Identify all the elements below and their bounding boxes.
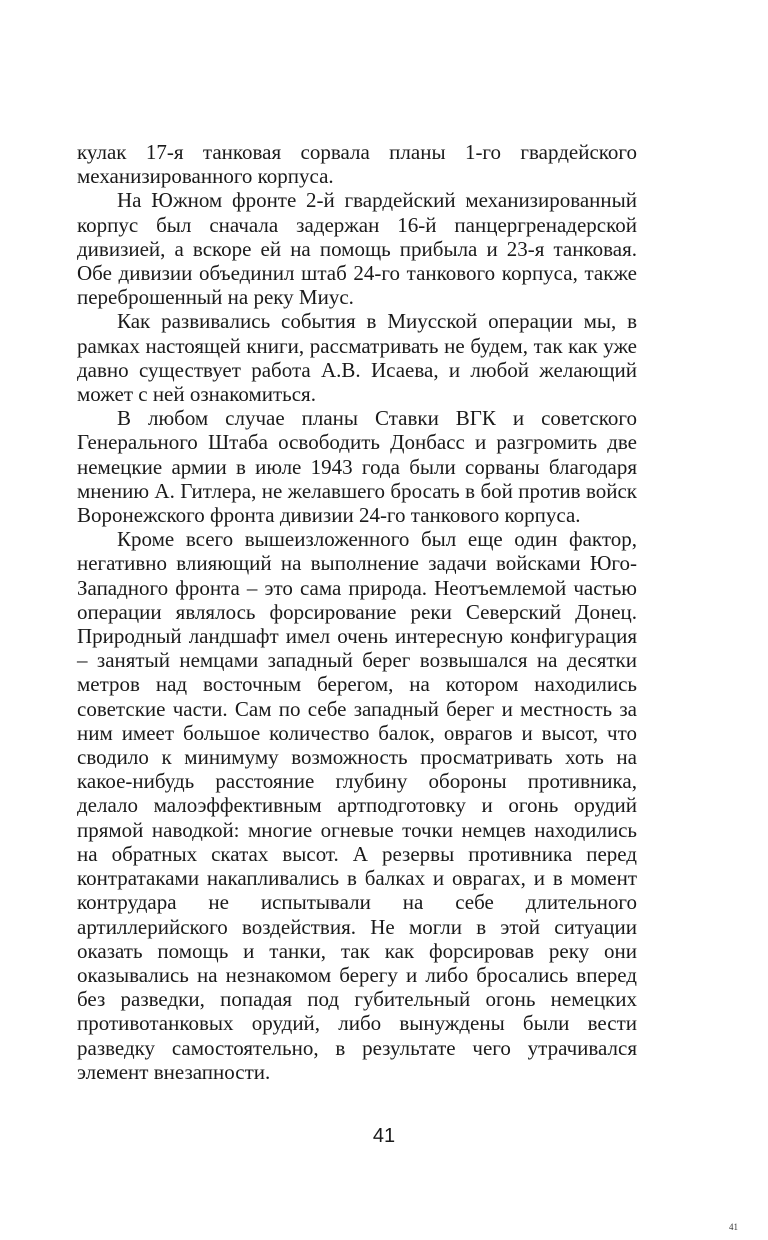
paragraph-5: Кроме всего вышеизложенного был еще один фактор, негативно влияющий на выполнение задачи войсками Юго-Западного фронта – это сама природа. Неотъемлемой частью операции являлось форсирование реки Северский Донец. Природный ландшафт имел очень интересную конфигурация – занятый немцами западный берег возвышался на десятки метров над восточным берегом, на котором находились советские части. Сам по себе западный берег и местность за ним имеет большое количество балок, оврагов и высот, что сводило к минимуму возможность просматривать хоть на какое-нибудь расстояние глубину обороны противника, делало малоэффективным артподготовку и огонь орудий прямой наводкой: многие огневые точки немцев находились на обратных скатах высот. А резервы противника перед контратаками накапливались в балках и оврагах, и в момент контрудара не испытывали на себе длительного артиллерийского воздействия. Не могли в этой ситуации оказать помощь и танки, так как форсировав реку они оказывались на незнакомом берегу и либо бросались вперед без разведки, попадая под губительный огонь немецких противотанковых орудий, либо вынуждены были вести разведку самостоятельно, в результате чего утрачивался элемент внезапности.	[77, 527, 637, 1084]
paragraph-1: кулак 17-я танковая сорвала планы 1-го гвардейского механизированного корпуса.	[77, 140, 637, 189]
paragraph-2: На Южном фронте 2-й гвардейский механизированный корпус был сначала задержан 16-й панцергренадерской дивизией, а вскоре ей на помощь прибыла и 23-я танковая. Обе дивизии объединил штаб 24-го танкового корпуса, также переброшенный на реку Миус.	[77, 188, 637, 310]
page-number: 41	[372, 1125, 396, 1147]
page-body-text	[77, 140, 637, 1084]
paragraph-3: Как развивались события в Миусской операции мы, в рамках настоящей книги, рассматривать не будем, так как уже давно существует работа А.В. Исаева, и любой желающий может с ней ознакомиться.	[77, 309, 637, 407]
corner-page-number: 41	[729, 1222, 738, 1232]
paragraph-4: В любом случае планы Ставки ВГК и советского Генерального Штаба освободить Донбасс и разгромить две немецкие армии в июле 1943 года были сорваны благодаря мнению А. Гитлера, не желавшего бросать в бой против войск Воронежского фронта дивизии 24-го танкового корпуса.	[77, 406, 637, 528]
